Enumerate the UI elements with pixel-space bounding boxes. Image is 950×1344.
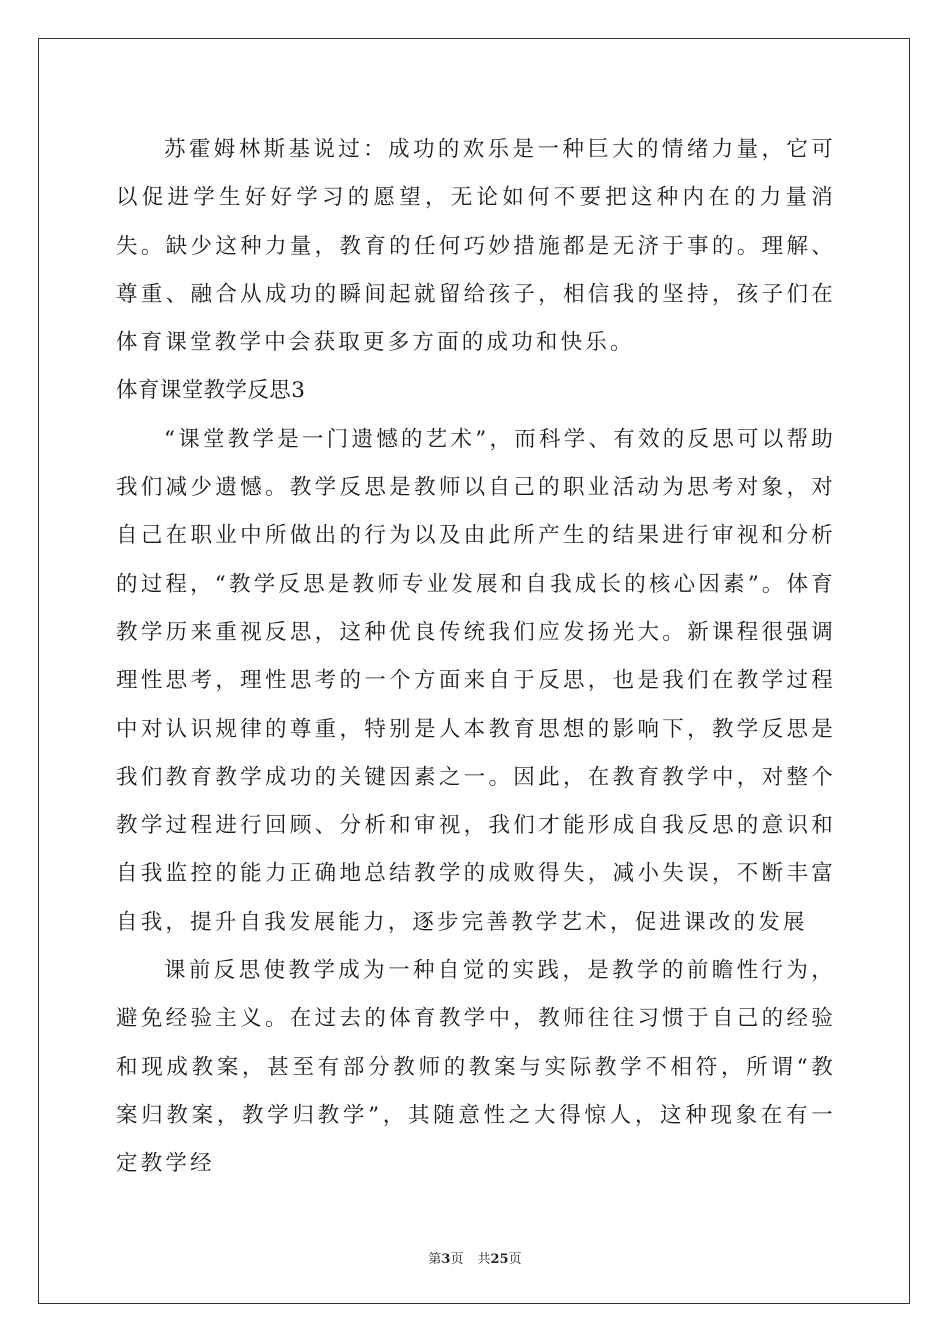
- total-suffix: 页: [508, 1252, 522, 1267]
- document-body: [116, 126, 836, 1189]
- paragraph-success-joy: 苏霍姆林斯基说过：成功的欢乐是一种巨大的情绪力量，它可以促进学生好好学习的愿望，无论如何不要把这种内在的力量消失。缺少这种力量，教育的任何巧妙措施都是无济于事的。理解、尊重、融合从成功的瞬间起就留给孩子，相信我的坚持，孩子们在体育课堂教学中会获取更多方面的成功和快乐。: [116, 137, 836, 356]
- page-prefix: 第: [428, 1252, 442, 1267]
- paragraph-teaching-reflection: “课堂教学是一门遗憾的艺术”，而科学、有效的反思可以帮助我们减少遗憾。教学反思是教师以自己的职业活动为思考对象，对自己在职业中所做出的行为以及由此所产生的结果进行审视和分析的过程，“教学反思是教师专业发展和自我成长的核心因素”。体育教学历来重视反思，这种优良传统我们应发扬光大。新课程很强调理性思考，理性思考的一个方面来自于反思，也是我们在教学过程中对认识规律的尊重，特别是人本教育思想的影响下，教学反思是我们教育教学成功的关键因素之一。因此，在教育教学中，对整个教学过程进行回顾、分析和审视，我们才能形成自我反思的意识和自我监控的能力正确地总结教学的成败得失，减小失误，不断丰富自我，提升自我发展能力，逐步完善教学艺术，促进课改的发展: [116, 426, 836, 935]
- section-heading: 体育课堂教学反思3: [116, 378, 306, 404]
- total-page-count: 25: [490, 1252, 509, 1267]
- paragraph-pre-class-reflection: 课前反思使教学成为一种自觉的实践，是教学的前瞻性行为，避免经验主义。在过去的体育教学中，教师往往习惯于自己的经验和现成教案，甚至有部分教师的教案与实际教学不相符，所谓“教案归教案，教学归教学”，其随意性之大得惊人，这种现象在有一定教学经: [116, 958, 836, 1177]
- page-footer: [0, 1248, 950, 1267]
- total-prefix: 共: [477, 1252, 491, 1267]
- page-suffix: 页: [450, 1252, 464, 1267]
- current-page-number: 3: [441, 1252, 451, 1267]
